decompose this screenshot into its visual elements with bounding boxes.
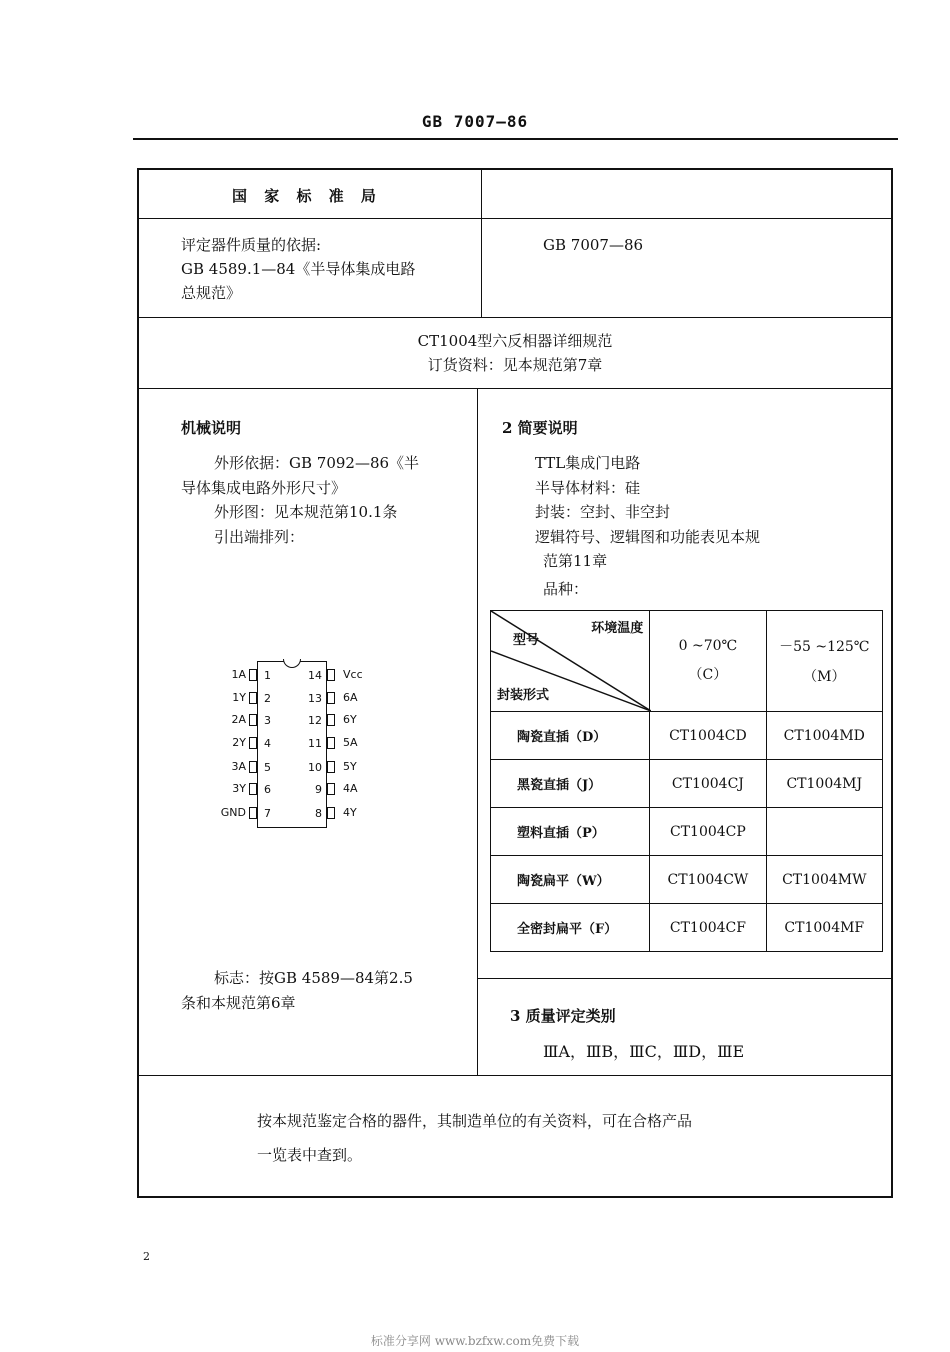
code-c-label: （C） (688, 667, 728, 683)
marking-line2: 条和本规范第6章 (181, 994, 296, 1012)
model-m-cell: CT1004MW (766, 856, 882, 904)
mech-heading: 机械说明 (181, 419, 242, 437)
line-note (137, 1075, 893, 1076)
model-m-cell: CT1004MD (766, 712, 882, 760)
pin-lead-left (249, 807, 257, 819)
pin-label-right: 6A (343, 691, 358, 704)
marking-line1: 标志：按GB 4589—84第2.5 (214, 969, 413, 987)
mech-line1: 外形依据：GB 7092—86《半 (214, 454, 420, 472)
brief-line3: 封装：空封、非空封 (535, 503, 671, 521)
pin-lead-right (327, 807, 335, 819)
pin-label-left: 2A (231, 713, 246, 726)
pin-label-left: 1A (231, 668, 246, 681)
pin-number-right: 8 (315, 807, 322, 820)
model-m-cell (766, 808, 882, 856)
code-m-label: （M） (803, 669, 846, 685)
line-row3 (137, 388, 893, 389)
brief-line5: 范第11章 (543, 552, 608, 570)
pin-number-right: 11 (308, 737, 322, 750)
header-range-c (650, 611, 766, 712)
model-c-cell: CT1004CF (650, 904, 766, 952)
pin-lead-left (249, 737, 257, 749)
note-line1: 按本规范鉴定合格的器件，其制造单位的有关资料，可在合格产品 (257, 1112, 693, 1130)
pin-label-left: 3A (231, 760, 246, 773)
corner-cell (491, 611, 650, 712)
pin-label-left: 3Y (232, 782, 246, 795)
basis-line3: 总规范》 (181, 284, 242, 302)
brief-heading: 2 简要说明 (502, 419, 578, 437)
range-c-label: 0 ~70℃ (678, 638, 738, 654)
header-rule (133, 138, 898, 140)
pin-number-left: 5 (264, 761, 271, 774)
package-cell: 陶瓷扁平（W） (491, 856, 650, 904)
pin-lead-right (327, 692, 335, 704)
mech-line4: 引出端排列： (214, 528, 305, 546)
corner-package-label: 封装形式 (497, 688, 550, 703)
pin-number-right: 9 (315, 783, 322, 796)
pin-number-right: 12 (308, 714, 322, 727)
pin-label-right: Vcc (343, 668, 363, 681)
pin-number-left: 3 (264, 714, 271, 727)
basis-line1: 评定器件质量的依据: (181, 236, 322, 254)
pin-lead-right (327, 669, 335, 681)
pin-lead-left (249, 783, 257, 795)
pin-lead-right (327, 714, 335, 726)
pin-number-left: 4 (264, 737, 271, 750)
model-c-cell: CT1004CD (650, 712, 766, 760)
model-c-cell: CT1004CJ (650, 760, 766, 808)
pin-label-right: 5A (343, 736, 358, 749)
corner-model-label: 型号 (513, 633, 540, 648)
model-m-cell: CT1004MF (766, 904, 882, 952)
quality-classes: ⅢA，ⅢB，ⅢC，ⅢD，ⅢE (543, 1042, 745, 1061)
pin-label-right: 6Y (343, 713, 357, 726)
table-row (491, 760, 883, 808)
model-c-cell: CT1004CP (650, 808, 766, 856)
line-row2 (137, 317, 893, 318)
pin-number-left: 6 (264, 783, 271, 796)
row1-divider (481, 168, 482, 318)
table-row (491, 856, 883, 904)
pin-label-right: 4A (343, 782, 358, 795)
brief-line1: TTL集成门电路 (535, 454, 641, 472)
note-line2: 一览表中查到。 (257, 1146, 363, 1164)
pin-number-left: 1 (264, 669, 271, 682)
package-cell: 陶瓷直插（D） (491, 712, 650, 760)
order-info: 订货资料：见本规范第7章 (427, 356, 603, 374)
pin-number-left: 2 (264, 692, 271, 705)
pin-number-right: 14 (308, 669, 322, 682)
page-number: 2 (143, 1250, 150, 1263)
line-quality (478, 978, 893, 979)
brief-line6: 品种： (543, 580, 589, 598)
pin-lead-right (327, 737, 335, 749)
table-row (491, 808, 883, 856)
range-m-label: －55 ~125℃ (779, 639, 870, 655)
brief-line2: 半导体材料：硅 (535, 479, 641, 497)
main-divider (477, 388, 478, 1076)
mech-line3: 外形图：见本规范第10.1条 (214, 503, 398, 521)
spec-title: CT1004型六反相器详细规范 (417, 332, 613, 350)
pin-lead-left (249, 761, 257, 773)
pin-label-right: 4Y (343, 806, 357, 819)
package-cell: 全密封扁平（F） (491, 904, 650, 952)
brief-line4: 逻辑符号、逻辑图和功能表见本规 (535, 528, 761, 546)
package-cell: 黑瓷直插（J） (491, 760, 650, 808)
pin-label-left: 2Y (232, 736, 246, 749)
package-cell: 塑料直插（P） (491, 808, 650, 856)
corner-temp-label: 环境温度 (591, 621, 644, 636)
table-row (491, 904, 883, 952)
pin-number-right: 10 (308, 761, 322, 774)
quality-heading: 3 质量评定类别 (510, 1007, 616, 1025)
pin-lead-right (327, 761, 335, 773)
mech-line2: 导体集成电路外形尺寸》 (181, 479, 347, 497)
bureau-title: 国 家 标 准 局 (232, 187, 382, 205)
basis-line2: GB 4589.1—84《半导体集成电路 (181, 260, 416, 278)
standard-number-header: GB 7007—86 (421, 112, 529, 131)
pin-label-left: GND (220, 806, 246, 819)
pin-lead-right (327, 783, 335, 795)
model-m-cell: CT1004MJ (766, 760, 882, 808)
model-c-cell: CT1004CW (650, 856, 766, 904)
pin-lead-left (249, 669, 257, 681)
pin-number-right: 13 (308, 692, 322, 705)
variety-table (490, 610, 883, 952)
pin-lead-left (249, 714, 257, 726)
table-row (491, 712, 883, 760)
header-range-m (766, 611, 882, 712)
watermark: 标准分享网 www.bzfxw.com免费下载 (370, 1334, 580, 1348)
pin-number-left: 7 (264, 807, 271, 820)
pin-label-right: 5Y (343, 760, 357, 773)
basis-right-code: GB 7007—86 (543, 236, 644, 254)
line-row1 (137, 218, 893, 219)
pin-lead-left (249, 692, 257, 704)
pin-label-left: 1Y (232, 691, 246, 704)
